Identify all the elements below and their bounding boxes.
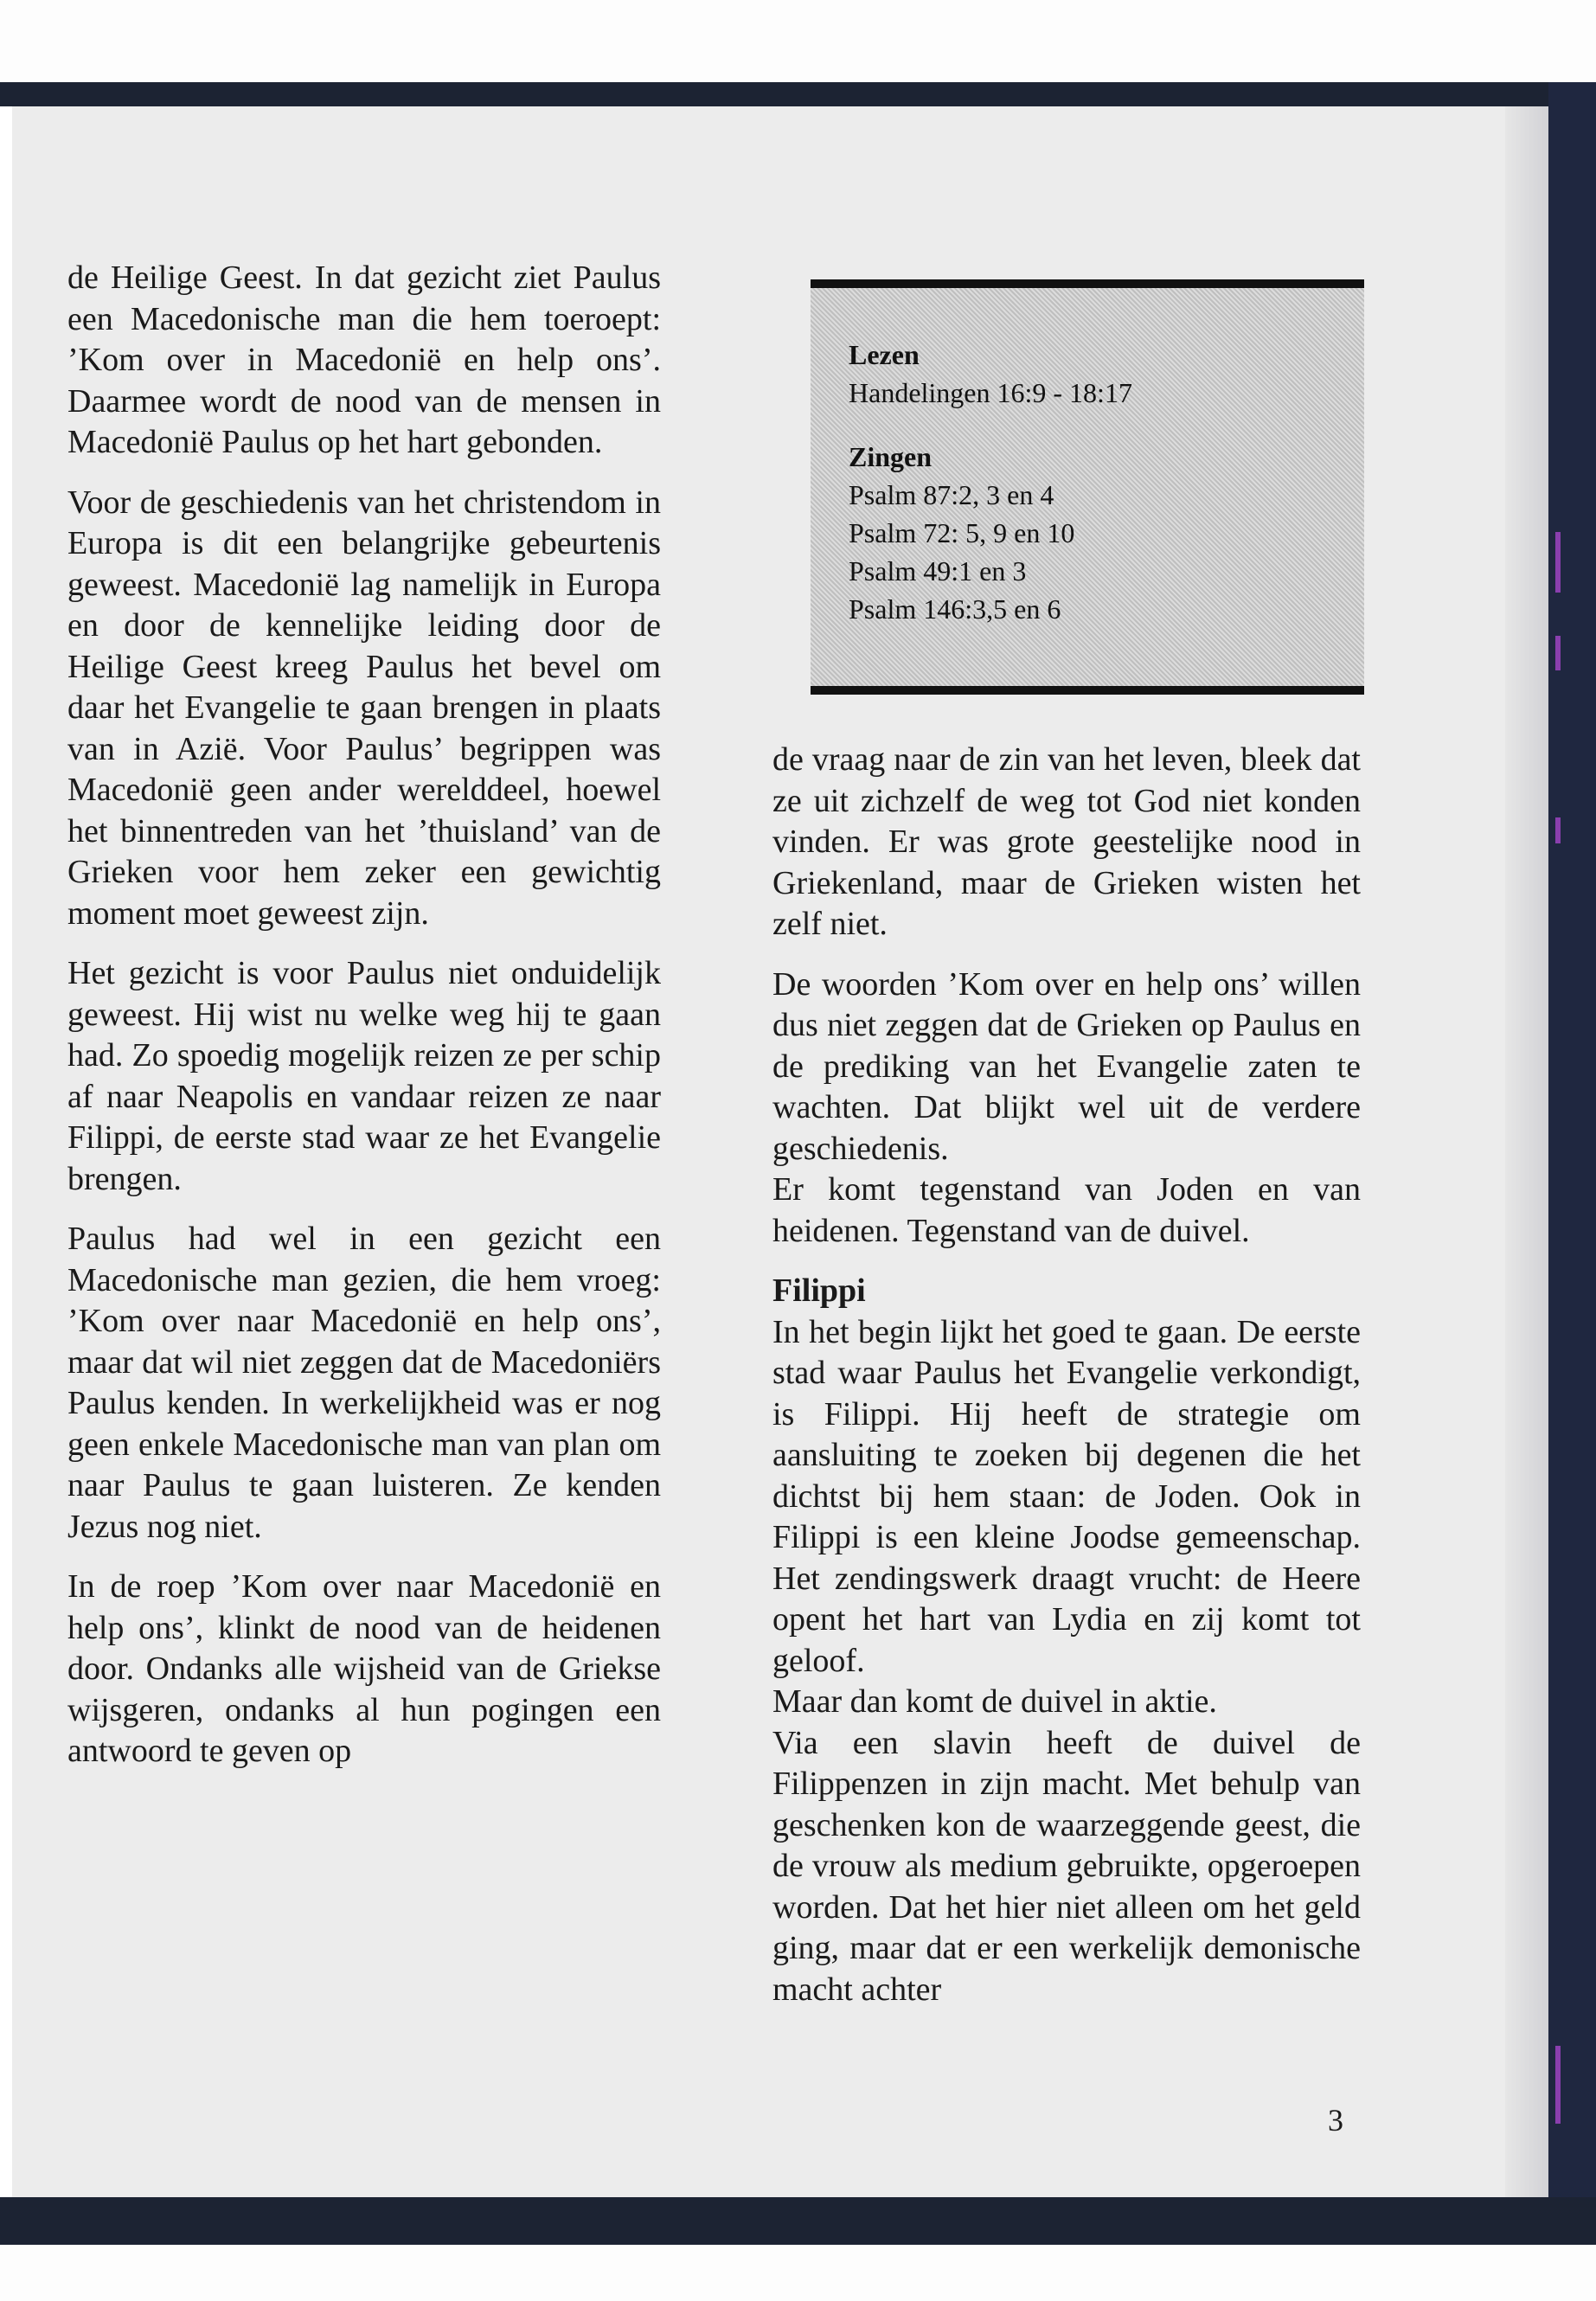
sing-label: Zingen	[849, 441, 933, 472]
paragraph: de Heilige Geest. In dat gezicht ziet Paulus een Macedonische man die hem toeroept: ’Kom over in Macedonië en help ons’. Daarmee wordt de nood van de mensen in Macedonië Paulus op het hart gebonden.	[67, 260, 661, 460]
paragraph: Paulus had wel in een gezicht een Macedonische man gezien, die hem vroeg: ’Kom over naar Macedonië en help ons’, maar dat wil niet zeggen dat de Macedoniërs Paulus kenden. In werkelijkheid was er nog geen enkele Macedonische man van plan om naar Paulus te gaan luisteren. Ze kenden Jezus nog niet.	[67, 1221, 661, 1545]
paragraph: Er komt tegenstand van Joden en van heidenen. Tegenstand van de duivel.	[772, 1171, 1361, 1249]
page-gutter-shade	[1505, 106, 1548, 2197]
read-reference: Handelingen 16:9 - 18:17	[849, 377, 1132, 408]
psalm-item: Psalm 87:2, 3 en 4	[849, 479, 1054, 510]
section-heading: Filippi	[772, 1272, 866, 1309]
read-label: Lezen	[849, 339, 920, 370]
book-cover-edge-top	[0, 82, 1596, 106]
paragraph: In de roep ’Kom over naar Macedonië en help ons’, klinkt de nood van de heidenen door. Ondanks alle wijsheid van de Griekse wijsgeren, ondanks al hun pogingen een antwoord te geven op	[67, 1568, 661, 1769]
page-number: 3	[1328, 2103, 1343, 2138]
psalm-item: Psalm 146:3,5 en 6	[849, 593, 1061, 625]
left-text-column	[67, 258, 661, 1791]
paragraph: Maar dan komt de duivel in aktie.	[772, 1683, 1217, 1720]
right-text-column	[772, 740, 1361, 2029]
scan-margin-top	[0, 0, 1596, 82]
paragraph: de vraag naar de zin van het leven, bleek dat ze uit zichzelf de weg tot God niet konden vinden. Er was grote geestelijke nood in Griekenland, maar de Grieken wisten het zelf niet.	[772, 741, 1361, 942]
paragraph: De woorden ’Kom over en help ons’ willen dus niet zeggen dat de Grieken op Paulus en de prediking van het Evangelie zaten te wachten. Dat blijkt wel uit de verdere geschiedenis.	[772, 965, 1361, 1167]
book-cover-edge-bottom	[0, 2197, 1596, 2245]
reading-info-box	[811, 279, 1364, 695]
paragraph: Via een slavin heeft de duivel de Filippenzen in zijn macht. Met behulp van geschenken kon de waarzeggende geest, die de vrouw als medium gebruikte, opgeroepen worden. Dat het hier niet alleen om het geld ging, maar dat er een werkelijk demonische macht achter	[772, 1724, 1361, 2008]
scan-margin-bottom	[0, 2245, 1596, 2301]
psalm-item: Psalm 72: 5, 9 en 10	[849, 517, 1075, 548]
paragraph: In het begin lijkt het goed te gaan. De eerste stad waar Paulus het Evangelie verkondigt, is Filippi. Hij heeft de strategie om aansluiting te zoeken bij degenen die het dichtst bij hem staan: de Joden. Ook in Filippi is een kleine Joodse gemeenschap. Het zendingswerk draagt vrucht: de Heere opent het hart van Lydia en zij komt tot geloof.	[772, 1313, 1361, 1679]
book-cover-edge-right	[1548, 82, 1596, 2240]
psalm-item: Psalm 49:1 en 3	[849, 555, 1027, 586]
paragraph: Voor de geschiedenis van het christendom in Europa is dit een belangrijke gebeurtenis geweest. Macedonië lag namelijk in Europa en door de kennelijke leiding door de Heilige Geest kreeg Paulus het bevel om daar het Evangelie te gaan brengen in plaats van in Azië. Voor Paulus’ begrippen was Macedonië geen ander werelddeel, hoewel het binnentreden van het ’thuisland’ van de Grieken voor hem zeker een gewichtig moment moet geweest zijn.	[67, 484, 661, 932]
paragraph: Het gezicht is voor Paulus niet onduidelijk geweest. Hij wist nu welke weg hij te gaan had. Zo spoedig mogelijk reizen ze per schip af naar Neapolis en vandaar reizen ze naar Filippi, de eerste stad waar ze het Evangelie brengen.	[67, 955, 661, 1197]
